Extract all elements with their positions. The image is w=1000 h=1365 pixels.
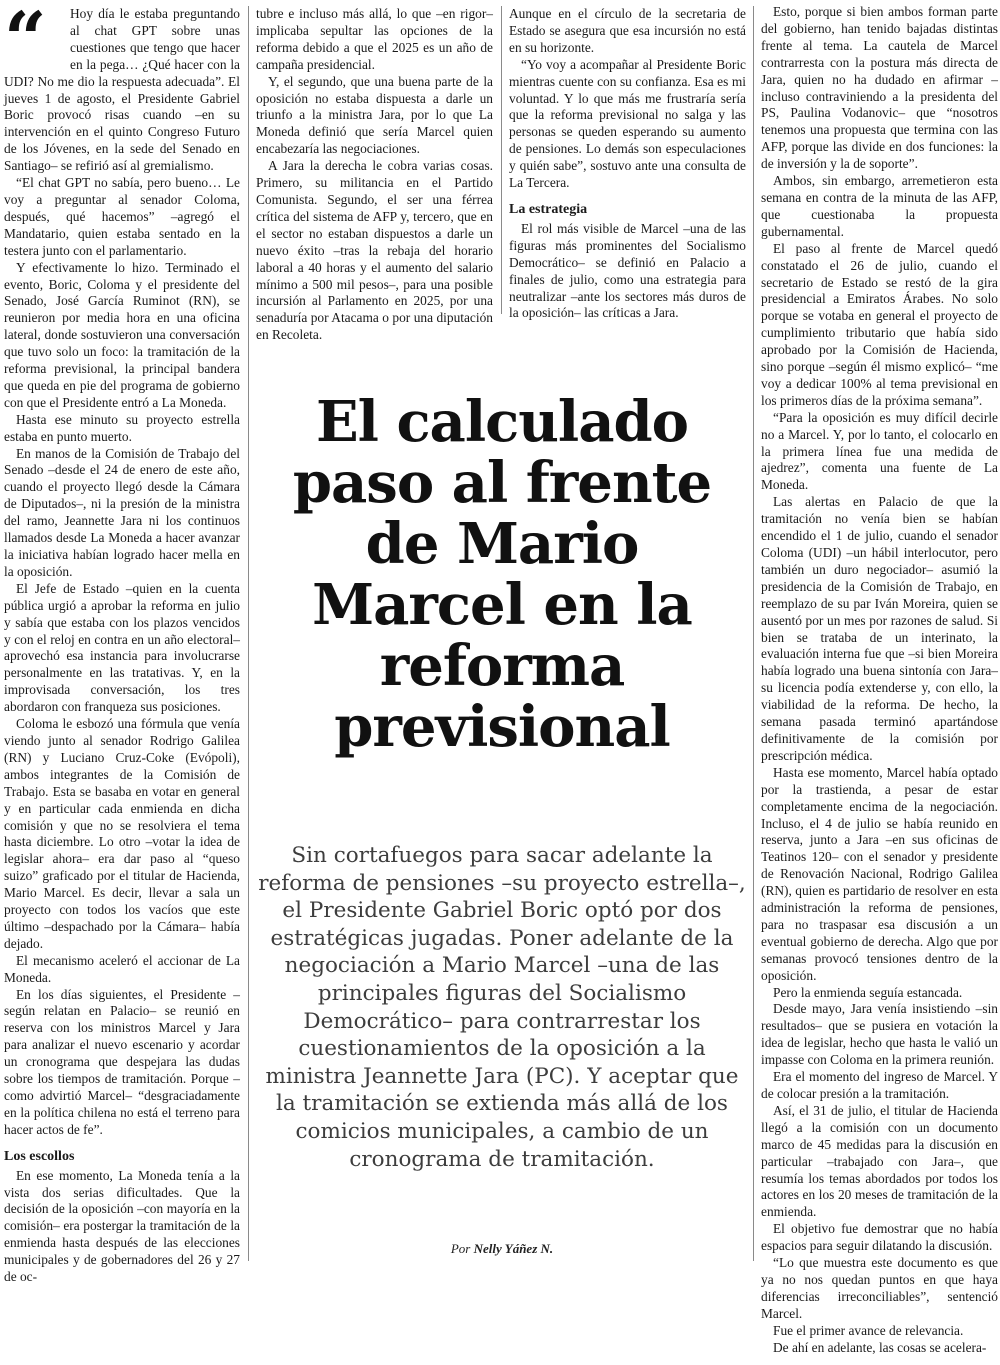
paragraph: El paso al frente de Marcel quedó constatado el 26 de julio, cuando el secretario de Estado se restó de la gira presidencial a Emiratos Árabes. No solo porque se votaba en general el proyecto de cumplimiento tributario que había sido aprobado por la Comisión de Hacienda, sino porque –según él mismo explicó– “me voy a dedicar 100% al tema previsional en los primeros días de la próxima semana”. xyxy=(761,240,998,408)
paragraph: El rol más visible de Marcel –una de las figuras más prominentes del Socialismo Democrático– se definió en Palacio a finales de julio, como una estrategia para neutralizar –ante los sectores más duros de la oposición– las críticas a Jara. xyxy=(509,220,746,321)
paragraph: El mecanismo aceleró el accionar de La Moneda. xyxy=(4,952,240,985)
byline-prefix: Por xyxy=(450,1241,471,1256)
paragraph: Hoy día le estaba preguntando al chat GPT sobre unas cuestiones que tengo que hacer en la pega… ¿Qué hacer con la UDI? No me dio la respuesta adecuada”. El jueves 1 de agosto, el Presidente Gabriel Boric provocó risas cuando –en su intervención en el quinto Congreso Futuro de los Jóvenes, en la sede del Senado en Santiago– se refirió así al gremialismo. xyxy=(4,6,240,174)
paragraph: En ese momento, La Moneda tenía a la vista dos serias dificultades. Que la decisión de la oposición –con mayoría en la comisión– era postergar la tramitación de la enmienda hasta después de las elecciones municipales y de gobernadores del 26 y 27 de oc- xyxy=(4,1167,240,1285)
paragraph: Y efectivamente lo hizo. Terminado el evento, Boric, Coloma y el presidente del Senado, José García Ruminot (RN), se reunieron por media hora en una oficina lateral, donde sostuvieron una conversación que tuvo solo un foco: la tramitación de la reforma previsional, la principal bandera que queda en pie del programa de gobierno con que el Presidente entró a La Moneda. xyxy=(4,259,240,410)
paragraph: Coloma le esbozó una fórmula que venía viendo junto al senador Rodrigo Galilea (RN) y Luciano Cruz-Coke (Evópoli), ambos integrantes de la Comisión de Trabajo. Esta se basaba en votar en general y en particular cada enmienda en dicha comisión y que no se resolviera el tema hasta diciembre. Lo otro –votar la idea de legislar ahora– era dar paso al “queso suizo” graficado por el titular de Hacienda, Mario Marcel. Es decir, llevar a sala un proyecto con todos los vacíos que este último –despachado por la Cámara– había dejado. xyxy=(4,716,240,951)
paragraph: A Jara la derecha le cobra varias cosas. Primero, su militancia en el Partido Comunista. Segundo, el ser una férrea crítica del sistema de AFP y, tercero, que en el sector no estaban dispuestos a darle un nuevo éxito –tras la rebaja del horario laboral a 40 horas y el aumento del salario mínimo a 500 mil pesos–, para una posible incursión al Parlamento en 2025, por una senaduría por Atacama o por una diputación en Recoleta. xyxy=(256,158,493,343)
paragraph: Desde mayo, Jara venía insistiendo –sin resultados– que se pusiera en votación la idea de legislar, hecho que hasta le valió un impasse con Coloma en la primera reunión. xyxy=(761,1001,998,1068)
paragraph: “Lo que muestra este documento es que ya no nos quedan puntos en que haya diferencias irreconciliables”, sentenció Marcel. xyxy=(761,1255,998,1321)
paragraph: Así, el 31 de julio, el titular de Hacienda llegó a la comisión con un documento marco de 45 medidas para la discusión en particular –trabajado con Jara–, que resumía los temas abordados por todos los actores en los 20 meses de tramitación de la enmienda. xyxy=(761,1102,998,1220)
paragraph: Las alertas en Palacio de que la tramitación no venía bien se habían encendido el 1 de julio, cuando el senador Coloma (UDI) –un hábil interlocutor, pero también un duro negociador– asumió la presidencia de la Comisión de Trabajo, en reemplazo de su par Iván Moreira, quien se ausentó por un mes por razones de salud. Si bien se trataba de un interinato, la evaluación interna fue que –si bien Moreira había logrado una buena sintonía con Jara– su licencia podía extenderse y, con ello, la viabilidad de la reforma. De hecho, la semana pasada terminó apartándose definitivamente de la comisión por prescripción médica. xyxy=(761,494,998,763)
column-2 xyxy=(256,6,493,344)
subheading-los-escollos: Los escollos xyxy=(4,1148,75,1164)
paragraph: Ambos, sin embargo, arremetieron esta semana en contra de la minuta de las AFP, que cuestionaba la propuesta gubernamental. xyxy=(761,173,998,239)
paragraph: Fue el primer avance de relevancia. xyxy=(773,1322,964,1338)
paragraph: El Jefe de Estado –quien en la cuenta pública urgió a aprobar la reforma en julio y sabía que estaba con los plazos vencidos y con el reloj en contra en un año electoral– aprovechó esa instancia para involucrarse personalmente en las tratativas. Y, en la improvisada conversación, los tres abordaron con franqueza sus posiciones. xyxy=(4,580,240,715)
paragraph: Hasta ese momento, Marcel había optado por la trastienda, a pesar de estar completamente encima de la negociación. Incluso, el 4 de julio se había reunido en reserva, junto a Jara –en sus oficinas de Teatinos 120– con el senador y presidente de Renovación Nacional, Rodrigo Galilea (RN), quien es partidario de resolver en esta administración la reforma de pensiones, para no traspasar esa discusión a un eventual gobierno de derecha. Algo que por semanas provocó tensiones dentro de la oposición. xyxy=(761,764,998,983)
column-divider xyxy=(501,6,502,314)
byline-author: Nelly Yáñez N. xyxy=(473,1241,554,1256)
paragraph: El objetivo fue demostrar que no había espacios para seguir dilatando la discusión. xyxy=(761,1221,998,1254)
paragraph: Pero la enmienda seguía estancada. xyxy=(773,984,963,1000)
column-divider xyxy=(753,6,754,1261)
article-lead: Sin cortafuegos para sacar adelante la reforma de pensiones –su proyecto estrella–, el Presidente Gabriel Boric optó por dos estratégicas jugadas. Poner adelante de la negociación a Mario Marcel –una de las principales figuras del Socialismo Democrático– para contrarrestar los cuestionamientos de la oposición a la ministra Jeannette Jara (PC). Y aceptar que la tramitación se extienda más allá de los comicios municipales, a cambio de un cronograma de tramitación. xyxy=(258,843,746,1172)
paragraph: De ahí en adelante, las cosas se acelera- xyxy=(773,1339,987,1355)
column-4 xyxy=(761,4,998,1357)
paragraph: Era el momento del ingreso de Marcel. Y de colocar presión a la tramitación. xyxy=(761,1069,998,1101)
subheading-la-estrategia: La estrategia xyxy=(509,201,588,217)
paragraph: “El chat GPT no sabía, pero bueno… Le voy a preguntar al senador Coloma, después, qué hacemos” –agregó el Mandatario, quien estaba sentado en la testera junto con el parlamentario. xyxy=(4,175,240,258)
paragraph: Aunque en el círculo de la secretaria de Estado se asegura que esa incursión no está en su horizonte. xyxy=(509,6,746,55)
column-1 xyxy=(4,0,240,1286)
column-3 xyxy=(509,6,746,322)
column-divider xyxy=(248,6,249,1261)
paragraph: tubre e incluso más allá, lo que –en rigor– implicaba sepultar las opciones de la reforma debido a que el 2025 es un año de campaña presidencial. xyxy=(256,6,493,72)
paragraph: En los días siguientes, el Presidente –según relatan en Palacio– se reunió en reserva con los ministros Marcel y Jara para analizar el nuevo escenario y acordar un cronograma que despejara las dudas sobre los tiempos de tramitación. Porque –como advirtió Marcel– “desgraciadamente en la política chilena no está el terreno para hacer actos de fe”. xyxy=(4,986,240,1137)
paragraph: En manos de la Comisión de Trabajo del Senado –desde el 24 de enero de este año, cuando el proyecto llegó desde la Cámara de Diputados–, ni la presión de la ministra del ramo, Jeannette Jara ni los continuos llamados desde La Moneda a hacer avanzar la iniciativa habían logrado hacer mella en la oposición. xyxy=(4,445,240,579)
opening-quote-mark: “ xyxy=(4,0,47,83)
byline xyxy=(262,1241,742,1257)
article-headline: El calculado paso al frente de Mario Marcel en la reforma previsional xyxy=(292,389,712,760)
paragraph: Hasta ese minuto su proyecto estrella estaba en punto muerto. xyxy=(4,411,240,444)
paragraph: Esto, porque si bien ambos forman parte del gobierno, han tenido bajadas distintas frente al tema. La cautela de Marcel contrarresta con la postura más directa de Jara, quien no ha dudado en afirmar –incluso contraviniendo a la presidenta del PS, Paulina Vodanovic– que “nosotros tenemos una propuesta que termina con las AFP, porque las divide en dos funciones: la de inversión y la de soporte”. xyxy=(761,4,998,172)
paragraph: “Yo voy a acompañar al Presidente Boric mientras cuente con su confianza. Esa es mi voluntad. Y lo que más me frustraría sería que la reforma previsional no salga y las personas se queden esperando su aumento de pensiones. Lo demás son especulaciones y quién sabe”, sostuvo ante una consulta de La Tercera. xyxy=(509,56,746,191)
paragraph: Y, el segundo, que una buena parte de la oposición no estaba dispuesta a darle un triunfo a la ministra Jara, por lo que La Moneda definió que sería Marcel quien encabezaría las negociaciones. xyxy=(256,73,493,157)
paragraph: “Para la oposición es muy difícil decirle no a Marcel. Y, por lo tanto, el colocarlo en la primera línea fue una medida de ajedrez”, comenta una fuente de La Moneda. xyxy=(761,409,998,493)
